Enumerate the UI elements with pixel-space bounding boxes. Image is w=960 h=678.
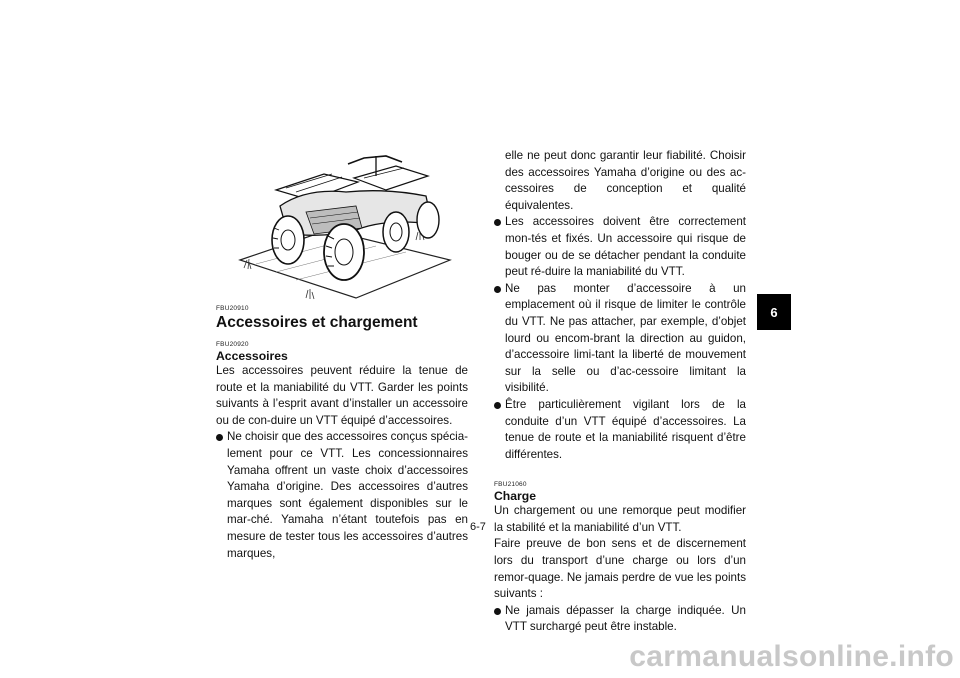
- bullet-icon: [494, 402, 501, 409]
- watermark: carmanualsonline.info: [629, 640, 954, 673]
- page-number: 6-7: [470, 521, 486, 533]
- bullet-text: Être particulièrement vigilant lors de la conduite d’un VTT équipé d’accessoires. La tenue de route et la maniabilité risquent d’être différentes.: [505, 397, 746, 461]
- accessories-bullet-1-continued: elle ne peut donc garantir leur fiabilité. Choisir des accessoires Yamaha d’origine ou des ac-cessoires de conception et qualité équivalentes.: [505, 149, 746, 212]
- bullet-icon: [494, 286, 501, 293]
- bullet-icon: [494, 608, 501, 615]
- charge-title: Charge: [494, 489, 536, 504]
- section-code: FBU20910: [216, 305, 249, 312]
- atv-illustration-icon: [236, 148, 456, 308]
- accessories-intro: Les accessoires peuvent réduire la tenue de route et la maniabilité du VTT. Garder les points suivants à l’esprit avant d’installer un accessoire ou de con-duire un VTT équipé d’accessoires.: [216, 364, 468, 427]
- bullet-icon: [216, 434, 223, 441]
- charge-paragraph-2: Faire preuve de bon sens et de discernement lors du transport d’une charge ou lors d’un remor-quage. Ne jamais perdre de vue les points suivants :: [494, 537, 746, 601]
- charge-bullet-1: [494, 603, 746, 636]
- bullet-text: Ne pas monter d’accessoire à un emplacement où il risque de limiter le contrôle du VTT. Ne pas attacher, par exemple, d’objet lourd ou encom-brant la direction au guidon, d’accessoire limi-tant la liberté de mouvement sur la selle ou d’ac-cessoire limitant la visibilité.: [505, 281, 746, 395]
- accessories-bullet-2: [494, 214, 746, 280]
- accessories-bullet-3: [494, 281, 746, 397]
- left-column: [216, 305, 468, 562]
- charge-paragraph-1: Un chargement ou une remorque peut modifier la stabilité et la maniabilité d’un VTT.: [494, 504, 746, 534]
- accessories-bullet-4: [494, 397, 746, 463]
- chapter-tab: 6: [757, 294, 791, 330]
- spacer: [494, 463, 746, 481]
- accessories-title: Accessoires: [216, 349, 288, 363]
- charge-code: FBU21060: [494, 481, 527, 489]
- bullet-text: Les accessoires doivent être correctement mon-tés et fixés. Un accessoire qui risque de bouger ou de se détacher pendant la conduite peut ré-duire la maniabilité du VTT.: [505, 215, 746, 279]
- bullet-icon: [494, 219, 501, 226]
- bullet-text: Ne jamais dépasser la charge indiquée. Un VTT surchargé peut être instable.: [505, 603, 746, 634]
- accessories-code: FBU20920: [216, 341, 249, 348]
- section-title: Accessoires et chargement: [216, 314, 418, 331]
- right-column: [494, 148, 746, 636]
- bullet-text: Ne choisir que des accessoires conçus spécia-lement pour ce VTT. Les concessionnaires Yamaha offrent un vaste choix d’accessoires Yamaha d’origine. Des accessoires d’autres marques sont également disponibles sur le mar-ché. Yamaha n’étant toutefois pas en mesure de tester tous les accessoires d’autres marques,: [227, 430, 469, 560]
- accessories-bullet-1: [216, 429, 468, 562]
